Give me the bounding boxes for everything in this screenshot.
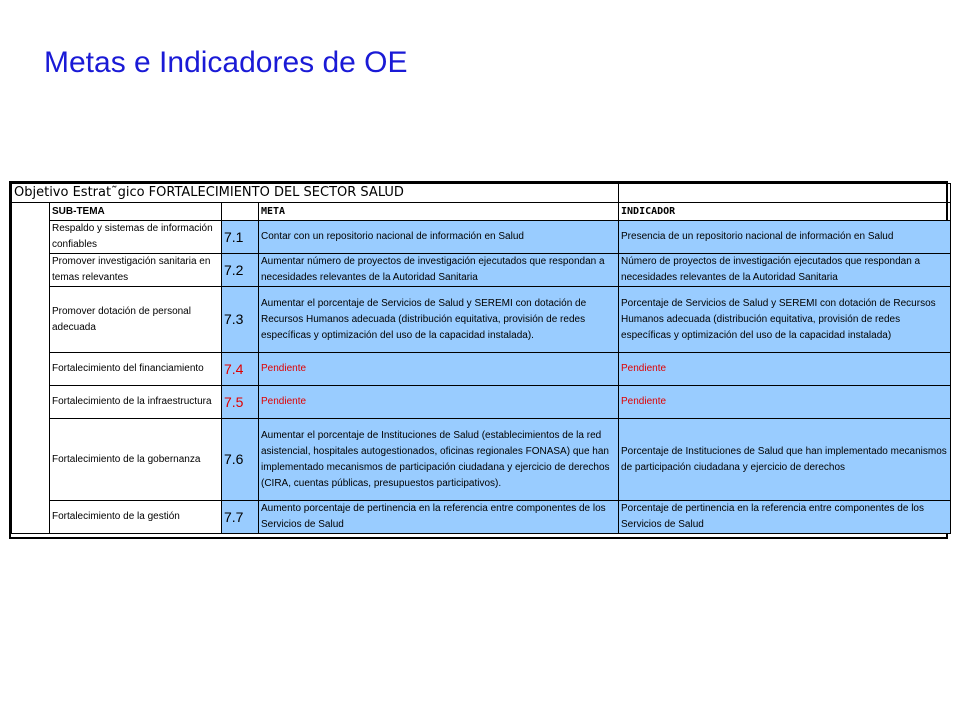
row-indicador: Porcentaje de Instituciones de Salud que han implementado mecanismos de participación ciudadana y ejercicio de derechos — [619, 419, 951, 501]
row-meta: Aumento porcentaje de pertinencia en la referencia entre componentes de los Servicios de Salud — [259, 501, 619, 534]
row-indicador: Presencia de un repositorio nacional de información en Salud — [619, 221, 951, 254]
row-meta: Aumentar número de proyectos de investigación ejecutados que respondan a necesidades relevantes de la Autoridad Sanitaria — [259, 254, 619, 287]
row-indicador: Porcentaje de pertinencia en la referencia entre componentes de los Servicios de Salud — [619, 501, 951, 534]
table-row — [12, 419, 951, 501]
table-row — [12, 221, 951, 254]
table-heading-row — [12, 184, 951, 203]
objectives-grid — [11, 183, 951, 534]
row-number: 7.4 — [222, 353, 259, 386]
row-subtema: Promover dotación de personal adecuada — [50, 287, 222, 353]
row-meta: Aumentar el porcentaje de Servicios de Salud y SEREMI con dotación de Recursos Humanos adecuada (distribución equitativa, provisión de redes específicas y optimización del uso de la capacidad instalada). — [259, 287, 619, 353]
table-row — [12, 287, 951, 353]
table-row — [12, 386, 951, 419]
column-header-subtema: SUB-TEMA — [50, 203, 222, 221]
column-header-row — [12, 203, 951, 221]
row-subtema: Fortalecimiento de la gobernanza — [50, 419, 222, 501]
row-meta: Pendiente — [259, 386, 619, 419]
row-number: 7.7 — [222, 501, 259, 534]
row-meta: Aumentar el porcentaje de Instituciones de Salud (establecimientos de la red asistencial, hospitales autogestionados, oficinas regionales FONASA) que han implementado mecanismos de participación ciudadana y ejercicio de derechos (CIRA, cuentas públicas, presupuestos participativos). — [259, 419, 619, 501]
table-heading: Objetivo Estrat˜gico FORTALECIMIENTO DEL SECTOR SALUD — [12, 184, 619, 203]
row-subtema: Fortalecimiento del financiamiento — [50, 353, 222, 386]
row-indicador: Porcentaje de Servicios de Salud y SEREMI con dotación de Recursos Humanos adecuada (distribución equitativa, provisión de redes específicas y optimización del uso de la capacidad instalada) — [619, 287, 951, 353]
row-number: 7.6 — [222, 419, 259, 501]
slide-title: Metas e Indicadores de OE — [44, 46, 408, 79]
indent-column — [12, 203, 50, 534]
row-meta: Contar con un repositorio nacional de información en Salud — [259, 221, 619, 254]
table-row — [12, 353, 951, 386]
row-number: 7.3 — [222, 287, 259, 353]
row-subtema: Fortalecimiento de la infraestructura — [50, 386, 222, 419]
row-indicador: Pendiente — [619, 386, 951, 419]
row-number: 7.1 — [222, 221, 259, 254]
row-number: 7.5 — [222, 386, 259, 419]
objectives-table — [9, 181, 948, 539]
row-number: 7.2 — [222, 254, 259, 287]
row-indicador: Pendiente — [619, 353, 951, 386]
row-subtema: Respaldo y sistemas de información confiables — [50, 221, 222, 254]
table-row — [12, 254, 951, 287]
column-header-indicador: INDICADOR — [619, 203, 951, 221]
table-row — [12, 501, 951, 534]
row-meta: Pendiente — [259, 353, 619, 386]
column-header-num — [222, 203, 259, 221]
column-header-meta: META — [259, 203, 619, 221]
row-subtema: Promover investigación sanitaria en temas relevantes — [50, 254, 222, 287]
table-heading-right — [619, 184, 951, 203]
row-indicador: Número de proyectos de investigación ejecutados que respondan a necesidades relevantes de la Autoridad Sanitaria — [619, 254, 951, 287]
row-subtema: Fortalecimiento de la gestión — [50, 501, 222, 534]
